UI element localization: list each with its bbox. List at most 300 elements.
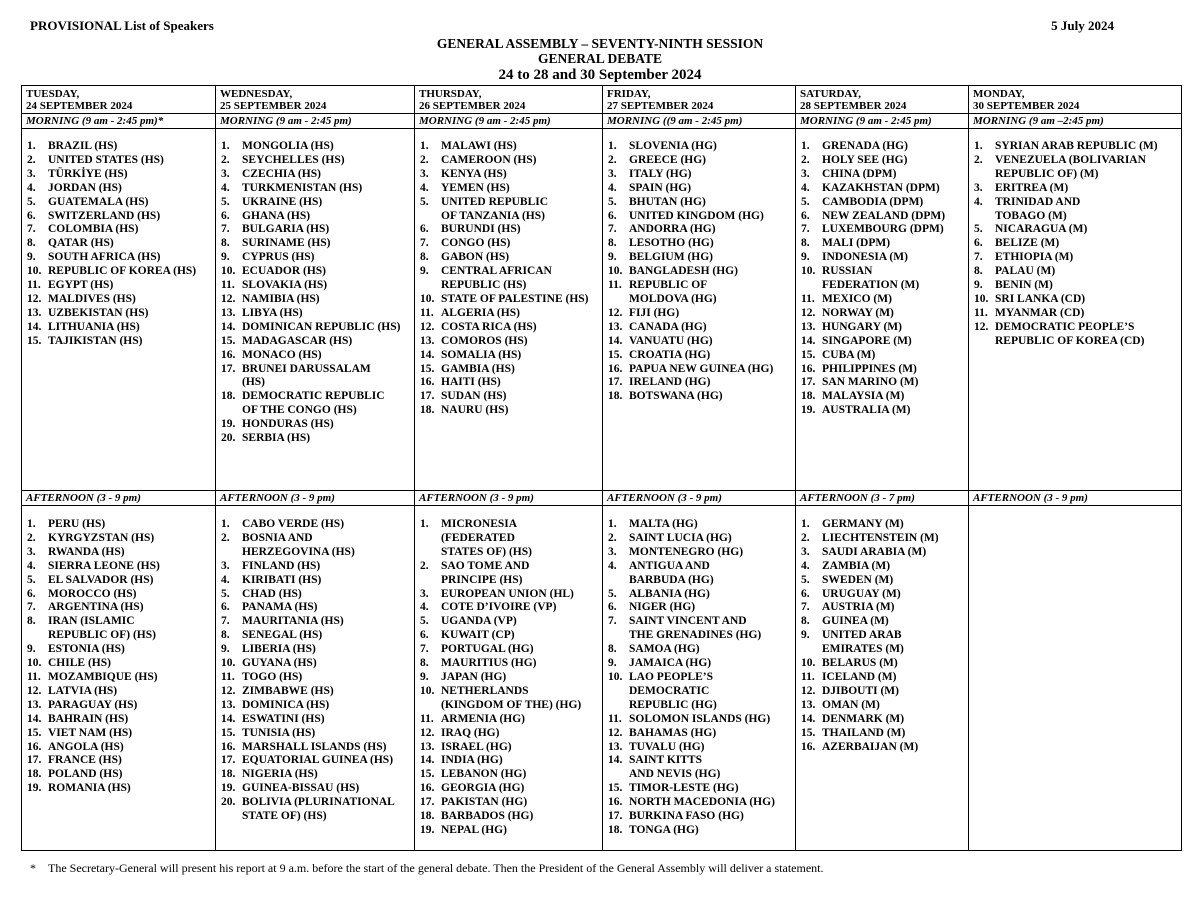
speaker-number: 16. [221,740,236,753]
speaker-name: LIBYA (HS) [242,306,303,319]
speaker-item [221,307,410,321]
speaker-number: 7. [420,237,429,250]
speaker-number: 2. [420,153,429,166]
speaker-name: GUINEA-BISSAU (HS) [242,782,360,795]
speaker-name: SOLOMON ISLANDS (HG) [629,712,771,725]
speaker-name: ALGERIA (HS) [441,306,520,319]
speaker-number: 11. [27,670,41,683]
speaker-name: COLOMBIA (HS) [48,223,139,236]
speaker-item [420,546,598,560]
speaker-item [420,615,598,629]
speaker-item [420,824,598,838]
speaker-item [608,657,791,671]
speaker-item [27,196,211,210]
afternoon-speakers-cell [969,506,1182,851]
speaker-item [801,335,964,349]
speaker-item [974,237,1177,251]
speaker-item [608,671,791,685]
speaker-item [420,363,598,377]
speaker-item [608,349,791,363]
speaker-name: LESOTHO (HG) [629,237,714,250]
afternoon-speaker-list [216,506,414,824]
speaker-item [221,671,410,685]
speaker-name: DEMOCRATIC [629,684,710,697]
speaker-name: EMIRATES (M) [822,643,904,656]
speaker-number: 1. [608,518,617,530]
speaker-item [801,182,964,196]
speaker-item [420,237,598,251]
speaker-name: MAURITIUS (HG) [441,657,537,670]
speaker-name: BURKINA FASO (HG) [629,810,744,823]
speaker-number: 10. [420,292,435,305]
speaker-name: UNITED ARAB [822,629,902,642]
speaker-name: GEORGIA (HG) [441,782,525,795]
speaker-number [974,210,995,224]
speaker-number: 10. [27,265,42,278]
speaker-number [420,279,441,293]
speaker-number: 6. [801,209,810,222]
speaker-item [27,657,211,671]
speaker-number: 7. [608,223,617,236]
speaker-item [608,307,791,321]
speaker-name: REPUBLIC (HS) [441,279,527,292]
speaker-item [801,196,964,210]
speaker-number: 4. [27,559,36,572]
speaker-number: 12. [221,292,236,305]
speaker-number: 13. [27,698,42,711]
speaker-name: ARGENTINA (HS) [48,601,144,614]
speaker-item [27,601,211,615]
speaker-name: YEMEN (HS) [441,181,510,194]
speaker-name: DOMINICAN REPUBLIC (HS) [242,320,401,333]
speaker-number: 7. [27,601,36,614]
speaker-number: 2. [221,153,230,166]
speaker-name: GRENADA (HG) [822,140,908,152]
speaker-name: UGANDA (VP) [441,615,517,628]
speaker-name: LIECHTENSTEIN (M) [822,531,939,544]
speaker-item [608,251,791,265]
speaker-name: ANTIGUA AND [629,559,710,572]
speaker-name: EUROPEAN UNION (HL) [441,587,574,600]
speaker-item [27,699,211,713]
speaker-item [27,293,211,307]
speaker-name: STATE OF) (HS) [242,810,327,823]
speaker-number: 13. [801,320,816,333]
speaker-number: 3. [420,587,429,600]
speaker-name: AZERBAIJAN (M) [822,740,919,753]
speaker-name: GUYANA (HS) [242,657,317,670]
speaker-name: MYANMAR (CD) [995,306,1085,319]
speaker-number: 1. [801,140,810,152]
speaker-name: CABO VERDE (HS) [242,518,345,530]
speaker-number: 3. [221,559,230,572]
speaker-number [221,376,242,390]
speaker-item [974,210,1177,224]
speaker-number: 6. [420,223,429,236]
afternoon-session-label: AFTERNOON (3 - 9 pm) [415,491,603,506]
speaker-name: VANUATU (HG) [629,334,713,347]
speaker-name: ZAMBIA (M) [822,559,891,572]
speaker-item [974,293,1177,307]
speaker-number: 6. [420,629,429,642]
speaker-number: 4. [608,181,617,194]
speaker-name: ETHIOPIA (M) [995,251,1074,264]
speaker-number: 10. [221,265,236,278]
speaker-number: 5. [221,195,230,208]
speaker-item [801,168,964,182]
speaker-item [801,560,964,574]
speaker-name: CZECHIA (HS) [242,167,321,180]
speaker-number: 9. [27,251,36,264]
speaker-item [801,223,964,237]
speaker-item [608,196,791,210]
speaker-number: 2. [27,153,36,166]
speaker-item [608,293,791,307]
speaker-item [420,265,598,279]
afternoon-speaker-list [22,506,215,796]
speaker-number: 15. [608,782,623,795]
speaker-number: 17. [608,376,623,389]
speaker-item [27,518,211,532]
speaker-name: BRAZIL (HS) [48,140,118,152]
speaker-item [420,279,598,293]
speaker-name: CENTRAL AFRICAN [441,265,552,278]
speaker-number: 14. [608,334,623,347]
speaker-item [608,560,791,574]
speaker-item [608,532,791,546]
speaker-name: MOZAMBIQUE (HS) [48,670,158,683]
speaker-item [27,140,211,154]
speaker-item [801,546,964,560]
afternoon-speaker-list [969,506,1181,518]
speaker-number: 12. [608,306,623,319]
speaker-item [420,307,598,321]
speaker-item [801,404,964,418]
speaker-number: 18. [608,390,623,403]
speaker-number: 14. [221,320,236,333]
speaker-name: GUINEA (M) [822,615,889,628]
speaker-item [221,265,410,279]
speaker-number: 17. [221,362,236,375]
speaker-number: 18. [221,768,236,781]
speaker-number: 6. [974,237,983,250]
speaker-item [608,643,791,657]
speaker-number: 16. [608,796,623,809]
speaker-name: BURUNDI (HS) [441,223,521,236]
speaker-number: 19. [420,823,435,836]
speaker-number: 9. [608,251,617,264]
speaker-number: 6. [221,209,230,222]
speaker-number: 1. [420,518,429,530]
speaker-number: 8. [27,237,36,250]
speaker-number: 14. [608,754,623,767]
speaker-number: 10. [801,265,816,278]
speaker-number: 9. [420,265,429,278]
speaker-name: LIBERIA (HS) [242,643,316,656]
speaker-number: 5. [27,195,36,208]
speaker-item [420,629,598,643]
speaker-item [608,182,791,196]
speaker-name: TUNISIA (HS) [242,726,316,739]
afternoon-speakers-cell [603,506,796,851]
afternoon-speakers-cell [216,506,415,851]
speaker-item [608,588,791,602]
speaker-number: 1. [974,140,983,152]
speaker-item [221,168,410,182]
speaker-number: 3. [608,167,617,180]
speaker-number [801,279,822,293]
speaker-item [221,279,410,293]
weekday: THURSDAY, [419,88,482,100]
speaker-item [608,601,791,615]
page-title: GENERAL ASSEMBLY – SEVENTY-NINTH SESSION [436,36,764,51]
speaker-number: 3. [420,167,429,180]
speaker-number [608,574,629,588]
speaker-item [801,140,964,154]
speaker-item [27,154,211,168]
speaker-item [221,727,410,741]
speaker-name: MEXICO (M) [822,292,892,305]
speaker-name: PRINCIPE (HS) [441,573,523,586]
speaker-number [608,768,629,782]
speaker-name: CANADA (HG) [629,320,707,333]
speaker-number: 13. [420,334,435,347]
speaker-item [27,643,211,657]
speaker-name: SWEDEN (M) [822,573,894,586]
speaker-number: 11. [420,712,434,725]
speaker-item [221,293,410,307]
speaker-name: REPUBLIC (HG) [629,698,717,711]
speaker-name: STATE OF PALESTINE (HS) [441,292,589,305]
speaker-item [221,418,410,432]
speaker-item [608,741,791,755]
speaker-item [221,404,410,418]
day-header [796,86,969,114]
afternoon-session-label: AFTERNOON (3 - 7 pm) [796,491,969,506]
speaker-name: PALAU (M) [995,265,1056,278]
weekday: TUESDAY, [26,88,80,100]
morning-session-label: MORNING (9 am - 2:45 pm) [796,114,969,129]
speaker-number: 6. [27,209,36,222]
morning-speaker-list [603,129,795,404]
weekday: MONDAY, [973,88,1025,100]
speaker-item [420,574,598,588]
speaker-name: MOLDOVA (HG) [629,292,717,305]
footnote: * The Secretary-General will present his report at 9 a.m. before the start of the general debate. Then the President of the General Assembly will deliver a statement. [30,861,824,875]
speaker-number: 17. [420,796,435,809]
speaker-item [221,782,410,796]
speaker-number: 19. [801,404,816,417]
speaker-item [608,768,791,782]
speaker-name: MALDIVES (HS) [48,292,136,305]
speaker-name: ESWATINI (HS) [242,712,325,725]
speaker-item [221,182,410,196]
speaker-number [420,699,441,713]
speaker-name: BAHRAIN (HS) [48,712,129,725]
speaker-item [801,643,964,657]
speaker-item [801,210,964,224]
speaker-item [420,601,598,615]
speaker-number: 5. [420,615,429,628]
speaker-number: 10. [420,684,435,697]
speaker-number: 16. [801,362,816,375]
speaker-item [608,321,791,335]
speaker-name: GUATEMALA (HS) [48,195,149,208]
speaker-name: REPUBLIC OF) (M) [995,167,1099,180]
speaker-item [801,307,964,321]
speaker-name: PANAMA (HS) [242,601,318,614]
speaker-number: 5. [801,573,810,586]
speaker-item [801,321,964,335]
speaker-name: TUVALU (HG) [629,740,705,753]
speaker-item [27,546,211,560]
speaker-name: RUSSIAN [822,265,873,278]
speaker-name: SAO TOME AND [441,559,530,572]
speaker-name: DEMOCRATIC PEOPLE’S [995,320,1135,333]
speaker-item [801,741,964,755]
speaker-number: 4. [974,195,983,208]
speaker-name: KIRIBATI (HS) [242,573,322,586]
speaker-item [221,237,410,251]
speaker-number: 12. [420,726,435,739]
speaker-item [27,223,211,237]
speaker-name: CHILE (HS) [48,657,111,670]
speaker-item [801,699,964,713]
speaker-item [221,335,410,349]
speaker-name: MALTA (HG) [629,518,698,530]
speaker-name: BELIZE (M) [995,237,1060,250]
speaker-number: 2. [974,153,983,166]
speaker-item [27,237,211,251]
speaker-name: CONGO (HS) [441,237,511,250]
speaker-number: 5. [608,195,617,208]
speaker-name: UNITED KINGDOM (HG) [629,209,764,222]
speaker-number: 8. [221,629,230,642]
speaker-item [27,321,211,335]
afternoon-session-label: AFTERNOON (3 - 9 pm) [969,491,1182,506]
speaker-name: SUDAN (HS) [441,390,507,403]
speaker-number: 11. [221,670,235,683]
speaker-number: 1. [27,518,36,530]
speaker-item [420,168,598,182]
speaker-item [221,140,410,154]
speaker-item [420,671,598,685]
speaker-item [608,824,791,838]
speaker-item [608,518,791,532]
speaker-item [27,615,211,629]
speaker-item [221,685,410,699]
morning-session-label: MORNING (9 am - 2:45 pm) [216,114,415,129]
speakers-table [21,85,1182,851]
afternoon-session-label: AFTERNOON (3 - 9 pm) [603,491,796,506]
speaker-item [801,251,964,265]
speaker-number: 3. [608,545,617,558]
speaker-name: JAMAICA (HG) [629,657,712,670]
speaker-number: 15. [420,362,435,375]
speaker-number: 5. [974,223,983,236]
speaker-number: 10. [221,657,236,670]
speaker-number: 4. [801,559,810,572]
speaker-name: GHANA (HS) [242,209,311,222]
speaker-name: AUSTRALIA (M) [822,404,911,417]
afternoon-speakers-cell [796,506,969,851]
speaker-item [974,321,1177,335]
speaker-name: NORTH MACEDONIA (HG) [629,796,775,809]
speaker-number: 9. [27,643,36,656]
day-header [415,86,603,114]
speaker-number: 8. [974,265,983,278]
speaker-item [801,518,964,532]
speaker-item [974,279,1177,293]
speaker-number: 12. [974,320,989,333]
day-date: 30 SEPTEMBER 2024 [973,100,1080,112]
speaker-number: 13. [221,306,236,319]
speaker-name: RWANDA (HS) [48,545,125,558]
speaker-number [420,210,441,224]
speaker-name: PARAGUAY (HS) [48,698,138,711]
speaker-item [420,196,598,210]
speaker-name: UNITED STATES (HS) [48,153,164,166]
speaker-item [420,376,598,390]
speaker-number: 17. [27,754,42,767]
document-date: 5 July 2024 [1051,18,1114,33]
speaker-number: 4. [420,601,429,614]
speaker-name: ANDORRA (HG) [629,223,716,236]
speaker-number: 15. [221,726,236,739]
speaker-item [221,741,410,755]
speaker-number: 9. [608,657,617,670]
speaker-item [221,210,410,224]
speaker-item [420,810,598,824]
speaker-name: PORTUGAL (HG) [441,643,534,656]
speaker-item [27,588,211,602]
speaker-number: 10. [974,292,989,305]
speaker-name: (HS) [242,376,265,389]
speaker-name: SEYCHELLES (HS) [242,153,345,166]
speaker-item [420,182,598,196]
speaker-name: INDIA (HG) [441,754,503,767]
speaker-number: 12. [801,306,816,319]
speaker-name: SLOVAKIA (HS) [242,279,328,292]
speaker-number: 16. [608,362,623,375]
speaker-name: SURINAME (HS) [242,237,331,250]
speaker-number: 11. [608,712,622,725]
speaker-name: HAITI (HS) [441,376,501,389]
speaker-number: 6. [221,601,230,614]
speaker-name: DJIBOUTI (M) [822,684,899,697]
speaker-number: 8. [221,237,230,250]
speaker-number: 6. [801,587,810,600]
speaker-item [420,796,598,810]
speaker-name: PHILIPPINES (M) [822,362,917,375]
speaker-name: FINLAND (HS) [242,559,321,572]
speaker-name: NEW ZEALAND (DPM) [822,209,946,222]
speaker-number: 8. [801,237,810,250]
speaker-number: 7. [801,601,810,614]
speaker-name: (KINGDOM OF THE) (HG) [441,698,582,711]
speaker-item [801,588,964,602]
speaker-name: MAURITANIA (HS) [242,615,344,628]
speaker-item [608,796,791,810]
speaker-name: UZBEKISTAN (HS) [48,306,149,319]
speaker-name: STATES OF) (HS) [441,545,532,558]
speaker-number: 11. [974,306,988,319]
speaker-name: SOMALIA (HS) [441,348,522,361]
speaker-name: CYPRUS (HS) [242,251,315,264]
speaker-item [608,237,791,251]
speaker-name: ICELAND (M) [822,670,897,683]
speaker-item [974,154,1177,168]
